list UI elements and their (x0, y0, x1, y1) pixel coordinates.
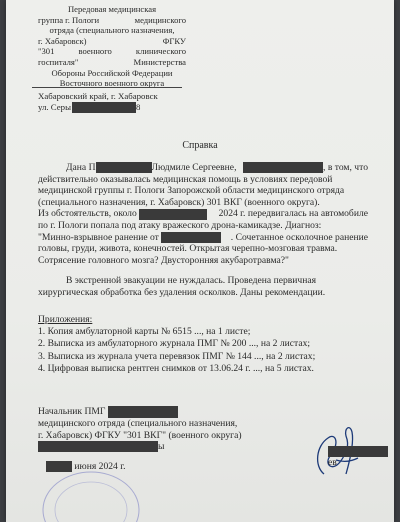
attachment-item: 1. Копия амбулаторной карты № 6515 ..., на 1 листе; (38, 326, 251, 338)
body-line: хирургическая обработка без удаления осколков. Даны рекомендации. (38, 286, 326, 298)
redaction-bar (96, 162, 152, 173)
header-line: Передовая медицинская (67, 4, 157, 14)
redaction-bar (161, 232, 221, 243)
document-date: июня 2024 г. (38, 461, 242, 473)
body-line: медицинской группы г. Пологи Запорожской области медицинского отряда (38, 185, 345, 197)
official-stamp (36, 462, 146, 522)
signatory-unit: медицинского отряда (специального назначения, (38, 418, 238, 429)
body-line: головы, груди, живота, конечностей. Открытая черепно-мозговая травма. (38, 243, 338, 255)
header-line: Обороны Российской Федерации (51, 67, 173, 78)
redaction-bar (243, 162, 323, 173)
signatory-name: ев (328, 446, 394, 468)
redaction-bar (108, 406, 178, 418)
header-line: группа г. Пологи медицинского (38, 14, 186, 25)
issuer-header (38, 4, 186, 89)
treatment-paragraph (38, 275, 368, 298)
header-line: отряда (специального назначения, (49, 25, 175, 36)
body-line: (специального назначения, г. Хабаровск) 301 ВКГ (военного округа). (38, 196, 320, 208)
body-line: Дана П Людмиле Сергеевне, , в том, что (66, 162, 368, 173)
document-title: Справка (182, 140, 218, 151)
signatory-title: Начальник ПМГ (38, 406, 242, 418)
header-line: госпиталя" Министерства (38, 56, 186, 67)
attachment-item: 2. Выписка из амбулаторного журнала ПМГ № 200 ..., на 2 листах; (38, 338, 311, 350)
signatory-org: г. Хабаровск) ФГКУ "301 ВКГ" (военного округа) (38, 429, 242, 441)
header-line: г. Хабаровск) ФГКУ (38, 35, 186, 46)
attachment-item: 4. Цифровая выписка рентген снимков от 13.06.24 г. ..., на 5 листах. (38, 362, 314, 374)
attachments-list (38, 314, 315, 375)
redaction-bar (38, 441, 158, 452)
issuer-address (38, 91, 158, 113)
body-line: по г. Пологи попала под атаку вражеского дрона-камикадзе. Диагноз: (38, 219, 322, 231)
redaction-bar (328, 446, 388, 457)
certificate-body (38, 162, 368, 266)
document-page (6, 0, 394, 522)
header-line: Восточного военного округа (59, 78, 165, 89)
attachment-item: 3. Выписка из журнала учета перевязок ПМГ № 144 ..., на 2 листах; (38, 350, 316, 362)
body-line: действительно оказывалась медицинская помощь в условиях передовой (38, 173, 333, 185)
header-divider (32, 87, 182, 88)
address-city: Хабаровский край, г. Хабаровск (38, 91, 158, 101)
attachments-heading: Приложения: (38, 314, 93, 325)
address-street: ул. Серы 8 (38, 102, 141, 112)
body-line: Сотрясение головного мозга? Двусторонняя акубаротравма?" (38, 254, 289, 266)
body-line: Из обстоятельств, около 2024 г. передвигалась на автомобиле (38, 208, 368, 220)
redaction-bar (72, 102, 136, 113)
signatory-extra: ы (38, 441, 242, 453)
body-line: "Минно-взрывное ранение от . Сочетанное осколочное ранение (38, 231, 368, 243)
body-line: В экстренной эвакуации не нуждалась. Проведена первичная (66, 275, 317, 286)
header-line: "301 военного клинического (38, 46, 186, 57)
redaction-bar (139, 209, 207, 220)
